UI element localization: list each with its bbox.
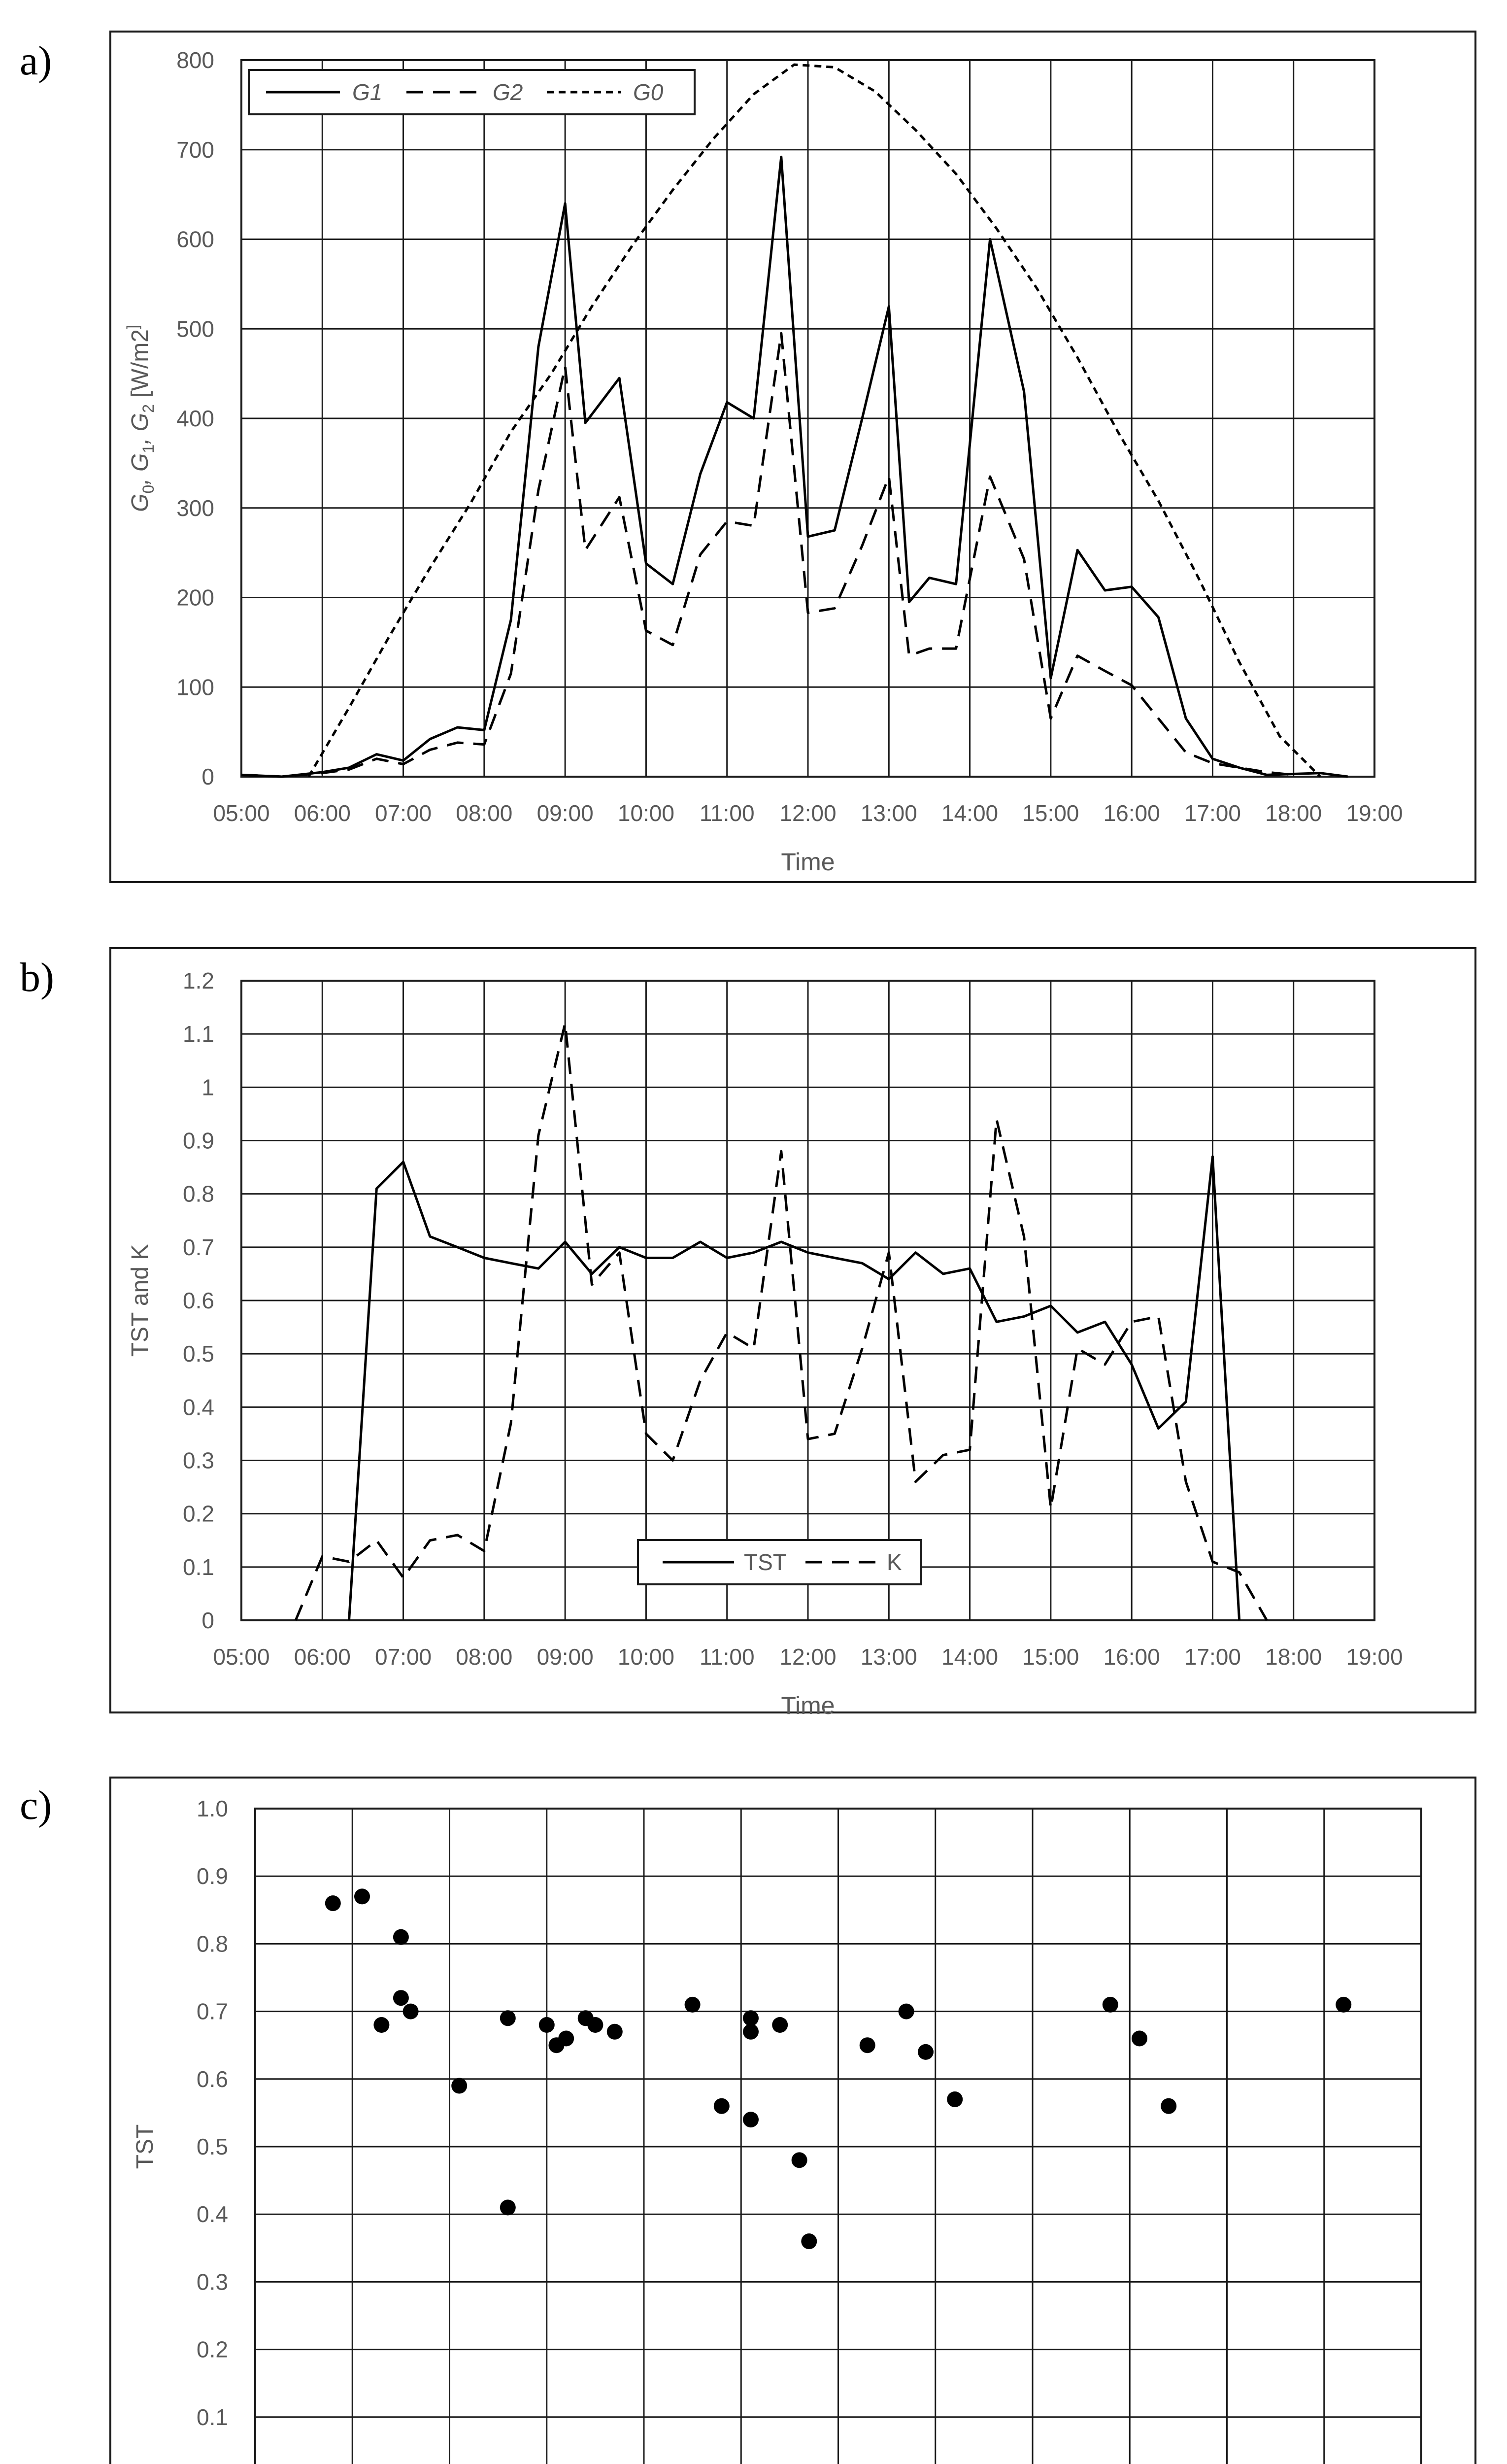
chart-a-ytick-label-4: 400 <box>176 406 214 431</box>
chart-a-series-G2 <box>241 333 1294 777</box>
chart-a-ytick-label-7: 700 <box>176 137 214 163</box>
chart-b-xtick-label-7: 12:00 <box>779 1644 837 1670</box>
chart-a-xtick-label-13: 18:00 <box>1265 800 1322 826</box>
chart-b-ytick-label-3: 0.3 <box>183 1447 214 1473</box>
chart-b-legend-label-K: K <box>887 1549 902 1575</box>
chart-c-point-22 <box>743 2024 759 2040</box>
chart-b-ytick-label-5: 0.5 <box>183 1341 214 1367</box>
chart-c-ytick-label-6: 0.6 <box>197 2066 228 2092</box>
chart-c-point-7 <box>393 1990 409 2006</box>
chart-c-point-32 <box>1132 2031 1147 2047</box>
chart-a-xtick-label-11: 16:00 <box>1103 800 1160 826</box>
chart-c-ylabel: TST <box>132 2124 158 2169</box>
chart-b-xtick-label-11: 16:00 <box>1103 1644 1160 1670</box>
chart-c-point-26 <box>801 2233 817 2249</box>
chart-a-legend-label-G2: G2 <box>493 79 523 105</box>
chart-c-point-4 <box>325 1895 341 1911</box>
chart-c-point-11 <box>500 2010 516 2026</box>
chart-c-point-30 <box>947 2091 963 2107</box>
chart-c-point-24 <box>772 2017 788 2033</box>
chart-c-point-6 <box>393 1929 409 1945</box>
chart-c-point-9 <box>403 2004 419 2019</box>
chart-a-ytick-label-2: 200 <box>176 584 214 611</box>
chart-c-point-28 <box>899 2004 914 2019</box>
chart-a-xtick-label-7: 12:00 <box>779 800 837 826</box>
chart-a-legend-label-G0: G0 <box>633 79 664 105</box>
chart-c-point-19 <box>685 1997 701 2013</box>
chart-b-xtick-label-8: 13:00 <box>860 1644 917 1670</box>
chart-b-ytick-label-12: 1.2 <box>183 968 214 993</box>
chart-c-point-29 <box>918 2044 934 2060</box>
chart-b-ytick-label-4: 0.4 <box>183 1394 214 1420</box>
chart-c-ytick-label-1: 0.1 <box>197 2404 228 2430</box>
chart-a-xtick-label-8: 13:00 <box>860 800 917 826</box>
chart-a-ylabel-part-2: , G <box>127 453 153 485</box>
chart-c-ytick-label-8: 0.8 <box>197 1931 228 1957</box>
chart-b-ytick-label-2: 0.2 <box>183 1501 214 1527</box>
chart-c-point-27 <box>860 2037 875 2053</box>
chart-c-point-21 <box>743 2010 759 2026</box>
chart-a-ylabel-part-7: 2 <box>127 329 153 342</box>
chart-b-xtick-label-1: 06:00 <box>294 1644 351 1670</box>
chart-c-ytick-label-2: 0.2 <box>197 2336 228 2362</box>
chart-a-xtick-label-6: 11:00 <box>699 800 755 826</box>
chart-c-point-10 <box>451 2078 467 2094</box>
chart-b-xtick-label-6: 11:00 <box>699 1644 755 1670</box>
chart-a-ylabel-part-4: , G <box>127 412 153 445</box>
chart-b-ytick-label-11: 1.1 <box>183 1021 214 1047</box>
chart-b-xtick-label-2: 07:00 <box>375 1644 432 1670</box>
chart-c-point-25 <box>792 2152 807 2168</box>
chart-c-ytick-label-10: 1.0 <box>197 1796 228 1821</box>
chart-b-xtick-label-9: 14:00 <box>941 1644 999 1670</box>
chart-a-xtick-label-3: 08:00 <box>456 800 513 826</box>
chart-a-xtick-label-1: 06:00 <box>294 800 351 826</box>
chart-a-ylabel-part-5: 2 <box>139 404 157 413</box>
chart-a-xlabel: Time <box>781 848 835 876</box>
panel-label-c: c) <box>20 1782 52 1828</box>
chart-c-ytick-label-3: 0.3 <box>197 2269 228 2295</box>
chart-b-xtick-label-3: 08:00 <box>456 1644 513 1670</box>
chart-a-xtick-label-0: 05:00 <box>213 800 270 826</box>
chart-b-ytick-label-6: 0.6 <box>183 1288 214 1313</box>
chart-b-legend-label-TST: TST <box>744 1549 787 1575</box>
chart-a-ytick-label-5: 500 <box>176 316 214 342</box>
chart-c-point-13 <box>539 2017 555 2033</box>
chart-b-ytick-label-0: 0 <box>201 1608 214 1633</box>
chart-c-point-17 <box>587 2017 603 2033</box>
chart-b-ytick-label-8: 0.8 <box>183 1181 214 1207</box>
chart-b-series-K <box>296 1024 1267 1621</box>
chart-b-ytick-label-9: 0.9 <box>183 1128 214 1154</box>
chart-a-ytick-label-1: 100 <box>176 674 214 700</box>
chart-a-series-G0 <box>308 65 1320 777</box>
chart-b-xtick-label-4: 09:00 <box>536 1644 594 1670</box>
chart-a-legend-label-G1: G1 <box>352 79 383 105</box>
chart-b-ytick-label-1: 0.1 <box>183 1554 214 1580</box>
chart-b-xtick-label-13: 18:00 <box>1265 1644 1322 1670</box>
panel-label-a: a) <box>20 38 52 84</box>
chart-a-ytick-label-0: 0 <box>201 764 214 789</box>
chart-c-ytick-label-4: 0.4 <box>197 2201 228 2227</box>
chart-c-point-8 <box>373 2017 389 2033</box>
chart-a-ytick-label-6: 600 <box>176 226 214 252</box>
chart-c-point-15 <box>558 2031 574 2047</box>
chart-a-ytick-label-3: 300 <box>176 495 214 521</box>
chart-c-point-12 <box>500 2200 516 2216</box>
chart-a-ylabel-part-3: 1 <box>139 444 157 453</box>
chart-a-xtick-label-5: 10:00 <box>617 800 674 826</box>
chart-a-ylabel-part-1: 0 <box>139 484 157 494</box>
chart-c-point-33 <box>1161 2098 1176 2114</box>
chart-a-xtick-label-2: 07:00 <box>375 800 432 826</box>
chart-a-ytick-label-8: 800 <box>176 47 214 73</box>
chart-b-xtick-label-12: 17:00 <box>1184 1644 1241 1670</box>
chart-a-ylabel <box>124 325 157 512</box>
chart-a-ylabel-part-0: G <box>127 493 153 512</box>
chart-c-point-5 <box>354 1888 370 1904</box>
chart-b-xtick-label-0: 05:00 <box>213 1644 270 1670</box>
chart-c-point-31 <box>1103 1997 1118 2013</box>
chart-c-point-34 <box>1336 1997 1351 2013</box>
chart-c-point-18 <box>607 2024 623 2040</box>
chart-b-xtick-label-14: 19:00 <box>1346 1644 1403 1670</box>
chart-c-point-23 <box>743 2112 759 2127</box>
chart-a-xtick-label-4: 09:00 <box>536 800 594 826</box>
chart-b-ytick-label-7: 0.7 <box>183 1234 214 1260</box>
chart-b-xtick-label-10: 15:00 <box>1022 1644 1079 1670</box>
chart-c-ytick-label-7: 0.7 <box>197 1998 228 2024</box>
chart-a-xtick-label-9: 14:00 <box>941 800 999 826</box>
chart-a-ylabel-part-6: [W/m <box>127 342 153 405</box>
chart-c-ytick-label-5: 0.5 <box>197 2134 228 2159</box>
chart-c-point-20 <box>714 2098 730 2114</box>
chart-a-ylabel-part-8: ] <box>124 325 141 330</box>
chart-c-ytick-label-9: 0.9 <box>197 1863 228 1889</box>
chart-b-ylabel: TST and K <box>127 1244 153 1357</box>
panel-label-b: b) <box>20 955 54 1000</box>
chart-a-xtick-label-10: 15:00 <box>1022 800 1079 826</box>
chart-b-ytick-label-10: 1 <box>201 1074 214 1100</box>
chart-a-xtick-label-14: 19:00 <box>1346 800 1403 826</box>
chart-b-xlabel: Time <box>781 1692 835 1719</box>
chart-b-xtick-label-5: 10:00 <box>617 1644 674 1670</box>
chart-a-xtick-label-12: 17:00 <box>1184 800 1241 826</box>
